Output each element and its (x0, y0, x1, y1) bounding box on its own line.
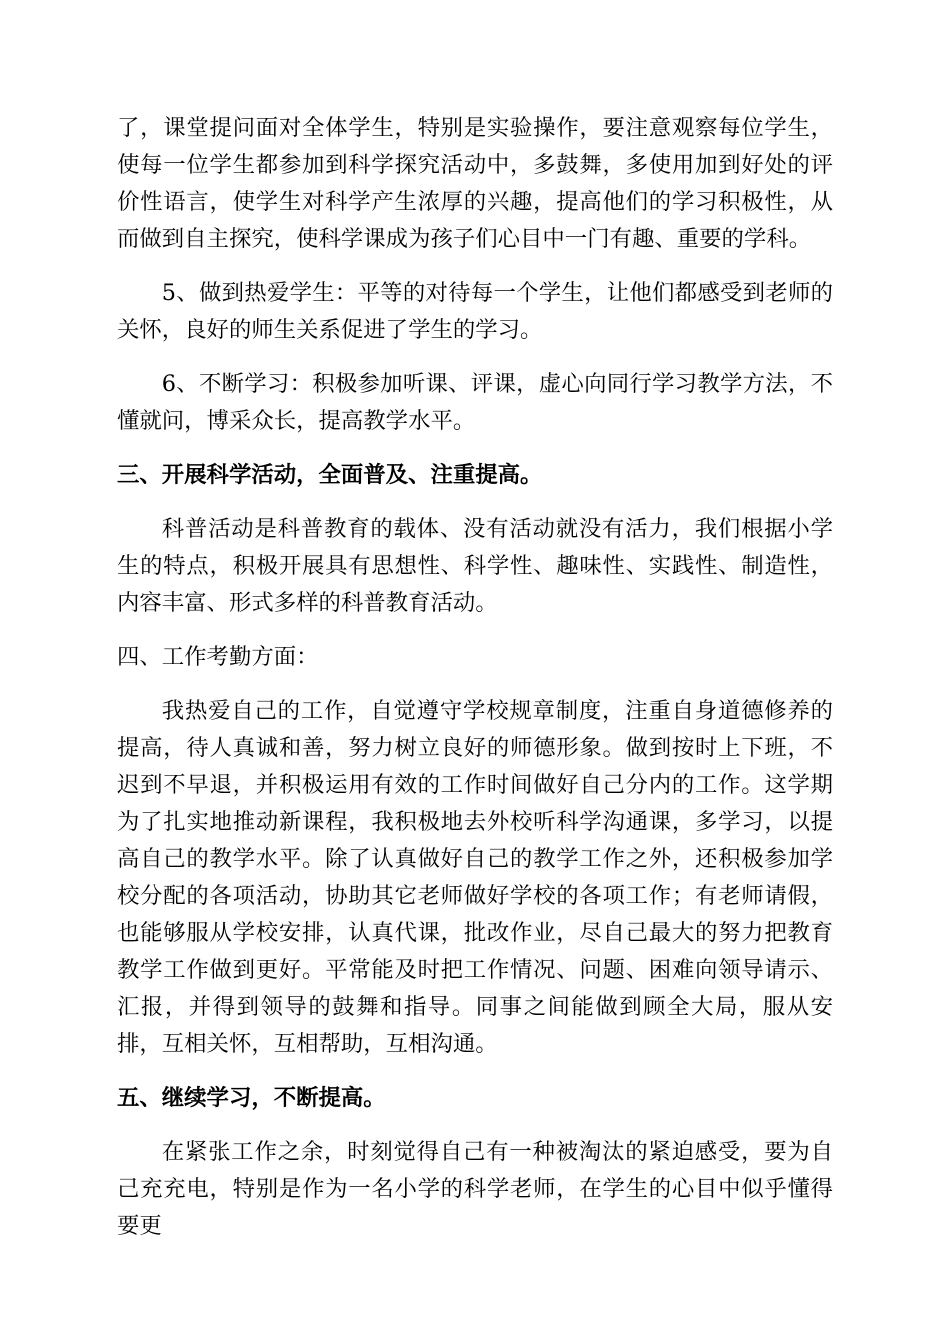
section-heading-5: 五、继续学习，不断提高。 (117, 1085, 386, 1111)
section-heading-3: 三、开展科学活动，全面普及、注重提高。 (117, 462, 543, 488)
paragraph-science-activities: 科普活动是科普教育的载体、没有活动就没有活力，我们根据小学生的特点，积极开展具有思想性、科学性、趣味性、实践性、制造性，内容丰富、形式多样的科普教育活动。 (117, 516, 833, 616)
document-body (117, 110, 833, 1262)
paragraph-item-6: 6、不断学习：积极参加听课、评课，虚心向同行学习教学方法，不懂就问，博采众长，提高教学水平。 (117, 371, 833, 434)
paragraph-continuation: 了，课堂提问面对全体学生，特别是实验操作，要注意观察每位学生，使每一位学生都参加到科学探究活动中，多鼓舞，多使用加到好处的评价性语言，使学生对科学产生浓厚的兴趣，提高他们的学习积极性，从而做到自主探究，使科学课成为孩子们心目中一门有趣、重要的学科。 (117, 115, 833, 252)
paragraph-continue-learning: 在紧张工作之余，时刻觉得自己有一种被淘汰的紧迫感受，要为自己充充电，特别是作为一名小学的科学老师，在学生的心目中似乎懂得要更 (117, 1139, 833, 1239)
section-heading-4: 四、工作考勤方面： (117, 644, 319, 670)
paragraph-item-5: 5、做到热爱学生：平等的对待每一个学生，让他们都感受到老师的关怀，良好的师生关系促进了学生的学习。 (117, 280, 833, 343)
paragraph-attendance: 我热爱自己的工作，自觉遵守学校规章制度，注重自身道德修养的提高，待人真诚和善，努力树立良好的师德形象。做到按时上下班，不迟到不早退，并积极运用有效的工作时间做好自己分内的工作。这学期为了扎实地推动新课程，我积极地去外校听科学沟通课，多学习，以提高自己的教学水平。除了认真做好自己的教学工作之外，还积极参加学校分配的各项活动，协助其它老师做好学校的各项工作；有老师请假，也能够服从学校安排，认真代课，批改作业，尽自己最大的努力把教育教学工作做到更好。平常能及时把工作情况、问题、困难向领导请示、汇报，并得到领导的鼓舞和指导。同事之间能做到顾全大局，服从安排，互相关怀，互相帮助，互相沟通。 (117, 698, 833, 1057)
